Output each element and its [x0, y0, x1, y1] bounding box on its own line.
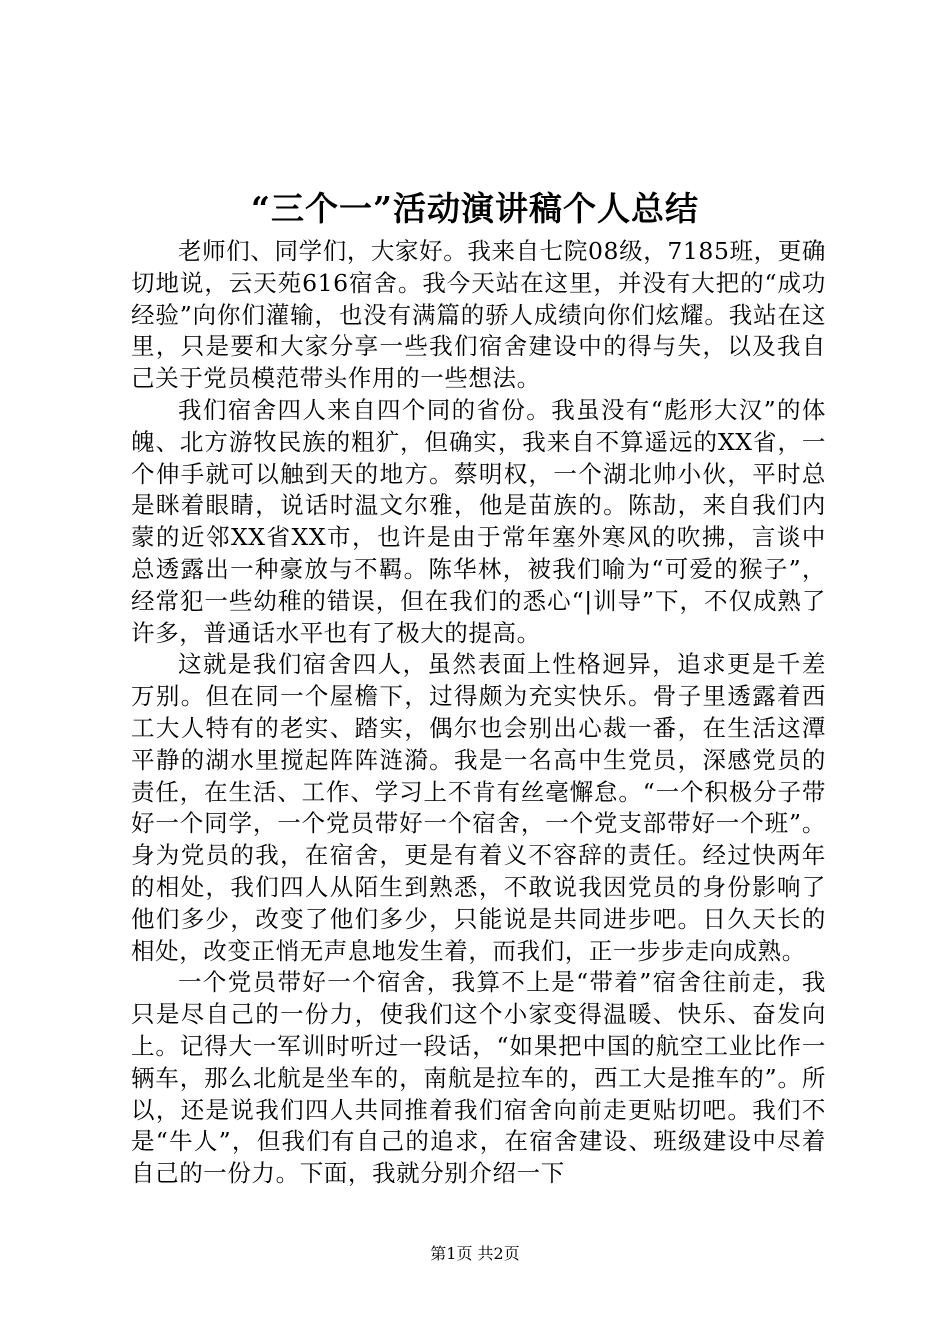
- document-title: “三个一”活动演讲稿个人总结: [251, 189, 699, 228]
- page-number-footer: 第1页 共2页: [430, 1244, 520, 1263]
- paragraph-1: 老师们、同学们，大家好。我来自七院08级，7185班，更确切地说，云天苑616宿舍。我今天站在这里，并没有大把的“成功经验”向你们灌输，也没有满篇的骄人成绩向你们炫耀。我站在这里，只是要和大家分享一些我们宿舍建设中的得与失，以及我自己关于党员模范带头作用的一些想法。: [131, 237, 826, 393]
- paragraph-4: 一个党员带好一个宿舍，我算不上是“带着”宿舍往前走，我只是尽自己的一份力，使我们这个小家变得温暖、快乐、奋发向上。记得大一军训时听过一段话，“如果把中国的航空工业比作一辆车，那么北航是坐车的，南航是拉车的，西工大是推车的”。所以，还是说我们四人共同推着我们宿舍向前走更贴切吧。我们不是“牛人”，但我们有自己的追求，在宿舍建设、班级建设中尽着自己的一份力。下面，我就分别介绍一下: [131, 968, 826, 1188]
- document-body: [131, 236, 826, 1190]
- paragraph-3: 这就是我们宿舍四人，虽然表面上性格迥异，追求更是千差万别。但在同一个屋檐下，过得颇为充实快乐。骨子里透露着西工大人特有的老实、踏实，偶尔也会别出心裁一番，在生活这潭平静的湖水里搅起阵阵涟漪。我是一名高中生党员，深感党员的责任，在生活、工作、学习上不肯有丝毫懈怠。“一个积极分子带好一个同学，一个党员带好一个宿舍，一个党支部带好一个班”。身为党员的我，在宿舍，更是有着义不容辞的责任。经过快两年的相处，我们四人从陌生到熟悉，不敢说我因党员的身份影响了他们多少，改变了他们多少，只能说是共同进步吧。日久天长的相处，改变正悄无声息地发生着，而我们，正一步步走向成熟。: [131, 650, 826, 965]
- paragraph-2: 我们宿舍四人来自四个同的省份。我虽没有“彪形大汉”的体魄、北方游牧民族的粗犷，但确实，我来自不算遥远的XX省，一个伸手就可以触到天的地方。蔡明权，一个湖北帅小伙，平时总是眯着眼睛，说话时温文尔雅，他是苗族的。陈劼，来自我们内蒙的近邻XX省XX市，也许是由于常年塞外寒风的吹拂，言谈中总透露出一种豪放与不羁。陈华林，被我们喻为“可爱的猴子”，经常犯一些幼稚的错误，但在我们的悉心“|训导”下，不仅成熟了许多，普通话水平也有了极大的提高。: [131, 395, 826, 647]
